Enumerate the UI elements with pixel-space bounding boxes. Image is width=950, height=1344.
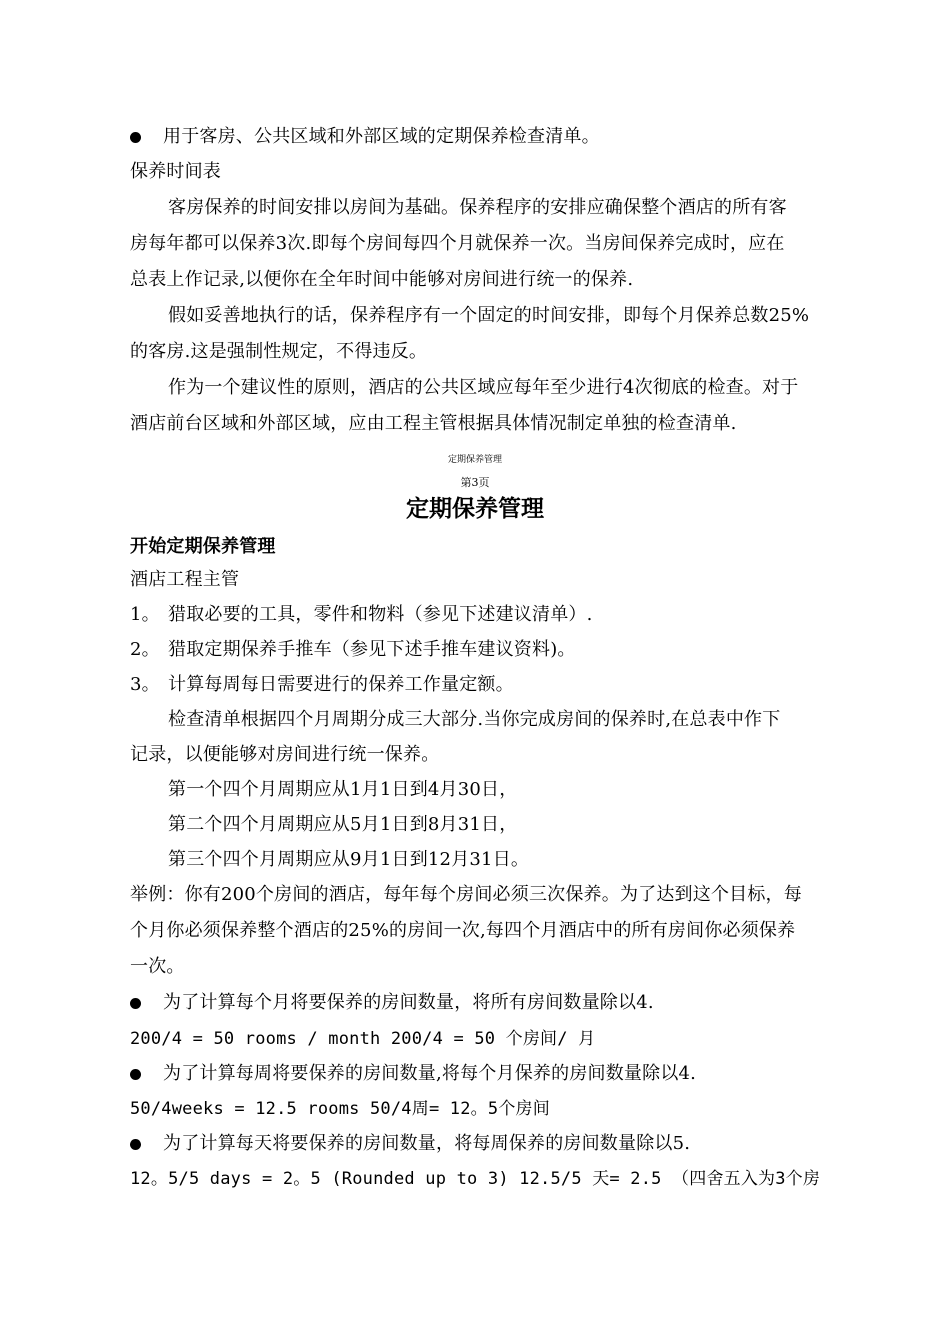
example-line: 举例：你有200个房间的酒店，每年每个房间必须三次保养。为了达到这个目标，每 (130, 884, 802, 905)
paragraph-line: 作为一个建议性的原则，酒店的公共区域应每年至少进行4次彻底的检查。对于 (168, 377, 799, 398)
cycle-line: 第二个四个月周期应从5月1日到8月31日， (168, 814, 518, 835)
page-footer-title: 定期保养管理 (447, 455, 502, 465)
step-text: 猎取必要的工具，零件和物料（参见下述建议清单）. (168, 604, 593, 625)
paragraph-line: 客房保养的时间安排以房间为基础。保养程序的安排应确保整个酒店的所有客 (168, 197, 787, 218)
bullet-icon (130, 1139, 141, 1150)
bullet-text: 为了计算每个月将要保养的房间数量，将所有房间数量除以4. (163, 992, 654, 1013)
paragraph-line: 酒店前台区域和外部区域，应由工程主管根据具体情况制定单独的检查清单. (130, 413, 737, 434)
step-text: 猎取定期保养手推车（参见下述手推车建议资料)。 (168, 639, 576, 660)
step-number: 1。 (130, 604, 160, 625)
role-label: 酒店工程主管 (130, 569, 240, 590)
example-line: 个月你必须保养整个酒店的25%的房间一次,每四个月酒店中的所有房间你必须保养 (130, 920, 796, 941)
bullet-icon (130, 998, 141, 1009)
paragraph-line: 记录，以便能够对房间进行统一保养。 (130, 744, 440, 765)
cycle-line: 第一个四个月周期应从1月1日到4月30日， (168, 779, 518, 800)
schedule-heading: 保养时间表 (130, 161, 221, 182)
step-text: 计算每周每日需要进行的保养工作量定额。 (168, 674, 514, 695)
paragraph-line: 总表上作记录,以便你在全年时间中能够对房间进行统一的保养. (130, 269, 634, 290)
example-line: 一次。 (130, 956, 185, 977)
paragraph-line: 房每年都可以保养3次.即每个房间每四个月就保养一次。当房间保养完成时，应在 (130, 233, 785, 254)
bullet-icon (130, 132, 141, 143)
page-number: 第3页 (460, 476, 490, 489)
cycle-line: 第三个四个月周期应从9月1日到12月31日。 (168, 849, 530, 870)
paragraph-line: 检查清单根据四个月周期分成三大部分.当你完成房间的保养时,在总表中作下 (168, 709, 781, 730)
paragraph-line: 假如妥善地执行的话，保养程序有一个固定的时间安排，即每个月保养总数25% (168, 305, 810, 326)
bullet-text: 为了计算每天将要保养的房间数量，将每周保养的房间数量除以5. (163, 1133, 691, 1154)
section-heading: 开始定期保养管理 (130, 536, 276, 557)
bullet-text: 用于客房、公共区域和外部区域的定期保养检查清单。 (163, 126, 600, 147)
paragraph-line: 的客房.这是强制性规定，不得违反。 (130, 341, 428, 362)
formula-line: 50/4weeks = 12.5 rooms 50/4周= 12。5个房间 (130, 1099, 550, 1119)
page-title: 定期保养管理 (406, 496, 544, 522)
step-number: 3。 (130, 674, 160, 695)
bullet-text: 为了计算每周将要保养的房间数量,将每个月保养的房间数量除以4. (163, 1063, 697, 1084)
step-number: 2。 (130, 639, 160, 660)
bullet-icon (130, 1069, 141, 1080)
formula-line: 200/4 = 50 rooms / month 200/4 = 50 个房间/ 月 (130, 1029, 596, 1049)
formula-line: 12。5/5 days = 2。5 (Rounded up to 3) 12.5/5 天= 2.5 （四舍五入为3个房 (130, 1169, 821, 1189)
